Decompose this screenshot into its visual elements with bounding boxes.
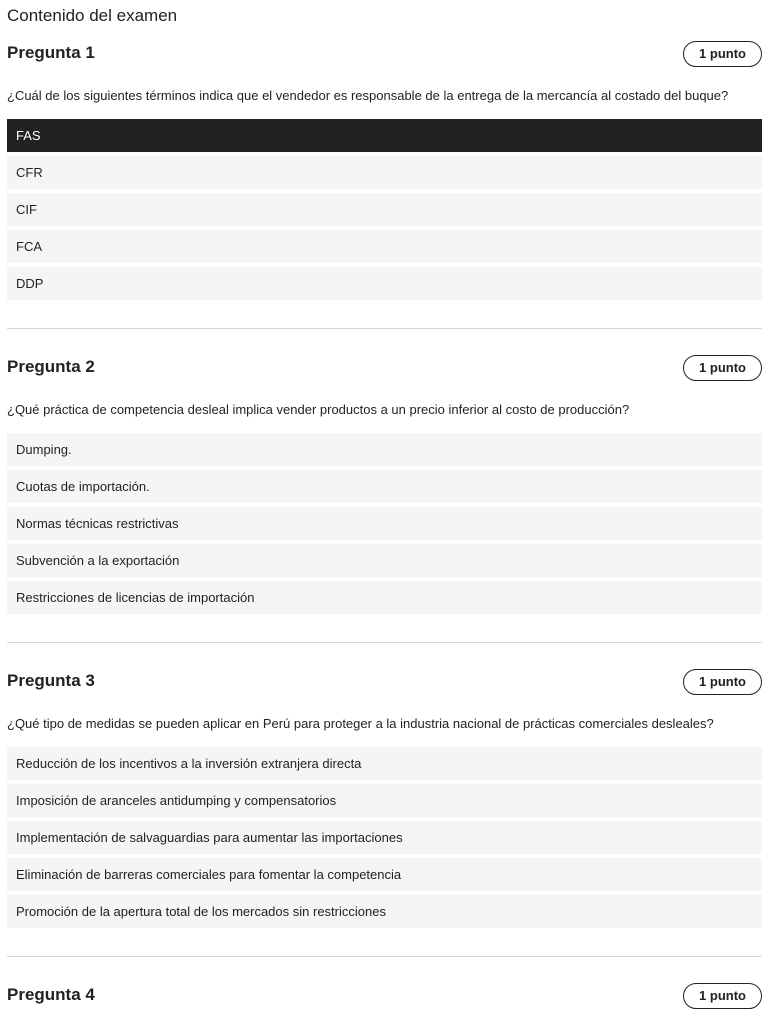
question-text: ¿Cuál de los siguientes términos indica que el vendedor es responsable de la entrega de la mercancía al costado del buque? (7, 88, 729, 103)
answer-option[interactable]: Cuotas de importación. (7, 470, 762, 503)
question-text: ¿Qué práctica de competencia desleal implica vender productos a un precio inferior al costo de producción? (7, 402, 630, 417)
question-title: Pregunta 2 (7, 357, 95, 376)
question-header (7, 41, 762, 71)
points-badge: 1 punto (683, 669, 762, 695)
answer-options (7, 433, 762, 614)
question-text: ¿Qué tipo de medidas se pueden aplicar en Perú para proteger a la industria nacional de prácticas comerciales desleales? (7, 716, 714, 731)
answer-option[interactable]: Subvención a la exportación (7, 544, 762, 577)
answer-option[interactable]: Restricciones de licencias de importación (7, 581, 762, 614)
points-badge: 1 punto (683, 41, 762, 67)
question-4 (7, 983, 762, 1013)
answer-option[interactable]: FCA (7, 230, 762, 263)
answer-option[interactable]: CIF (7, 193, 762, 226)
answer-options (7, 747, 762, 928)
answer-option[interactable]: Imposición de aranceles antidumping y compensatorios (7, 784, 762, 817)
question-header (7, 983, 762, 1013)
answer-option[interactable]: Implementación de salvaguardias para aumentar las importaciones (7, 821, 762, 854)
question-title: Pregunta 3 (7, 671, 95, 690)
answer-option[interactable]: Dumping. (7, 433, 762, 466)
question-title: Pregunta 1 (7, 43, 95, 62)
question-divider (7, 956, 762, 957)
points-badge: 1 punto (683, 983, 762, 1009)
question-title: Pregunta 4 (7, 985, 95, 1004)
question-3 (7, 669, 762, 932)
question-1 (7, 41, 762, 304)
answer-option[interactable]: Eliminación de barreras comerciales para fomentar la competencia (7, 858, 762, 891)
answer-option-selected[interactable]: FAS (7, 119, 762, 152)
answer-option[interactable]: Normas técnicas restrictivas (7, 507, 762, 540)
points-badge: 1 punto (683, 355, 762, 381)
question-header (7, 669, 762, 699)
answer-option[interactable]: DDP (7, 267, 762, 300)
question-header (7, 355, 762, 385)
question-2 (7, 355, 762, 618)
answer-option[interactable]: Reducción de los incentivos a la inversión extranjera directa (7, 747, 762, 780)
question-divider (7, 328, 762, 329)
answer-options (7, 119, 762, 300)
page-title: Contenido del examen (7, 6, 178, 25)
question-divider (7, 642, 762, 643)
answer-option[interactable]: CFR (7, 156, 762, 189)
answer-option[interactable]: Promoción de la apertura total de los mercados sin restricciones (7, 895, 762, 928)
